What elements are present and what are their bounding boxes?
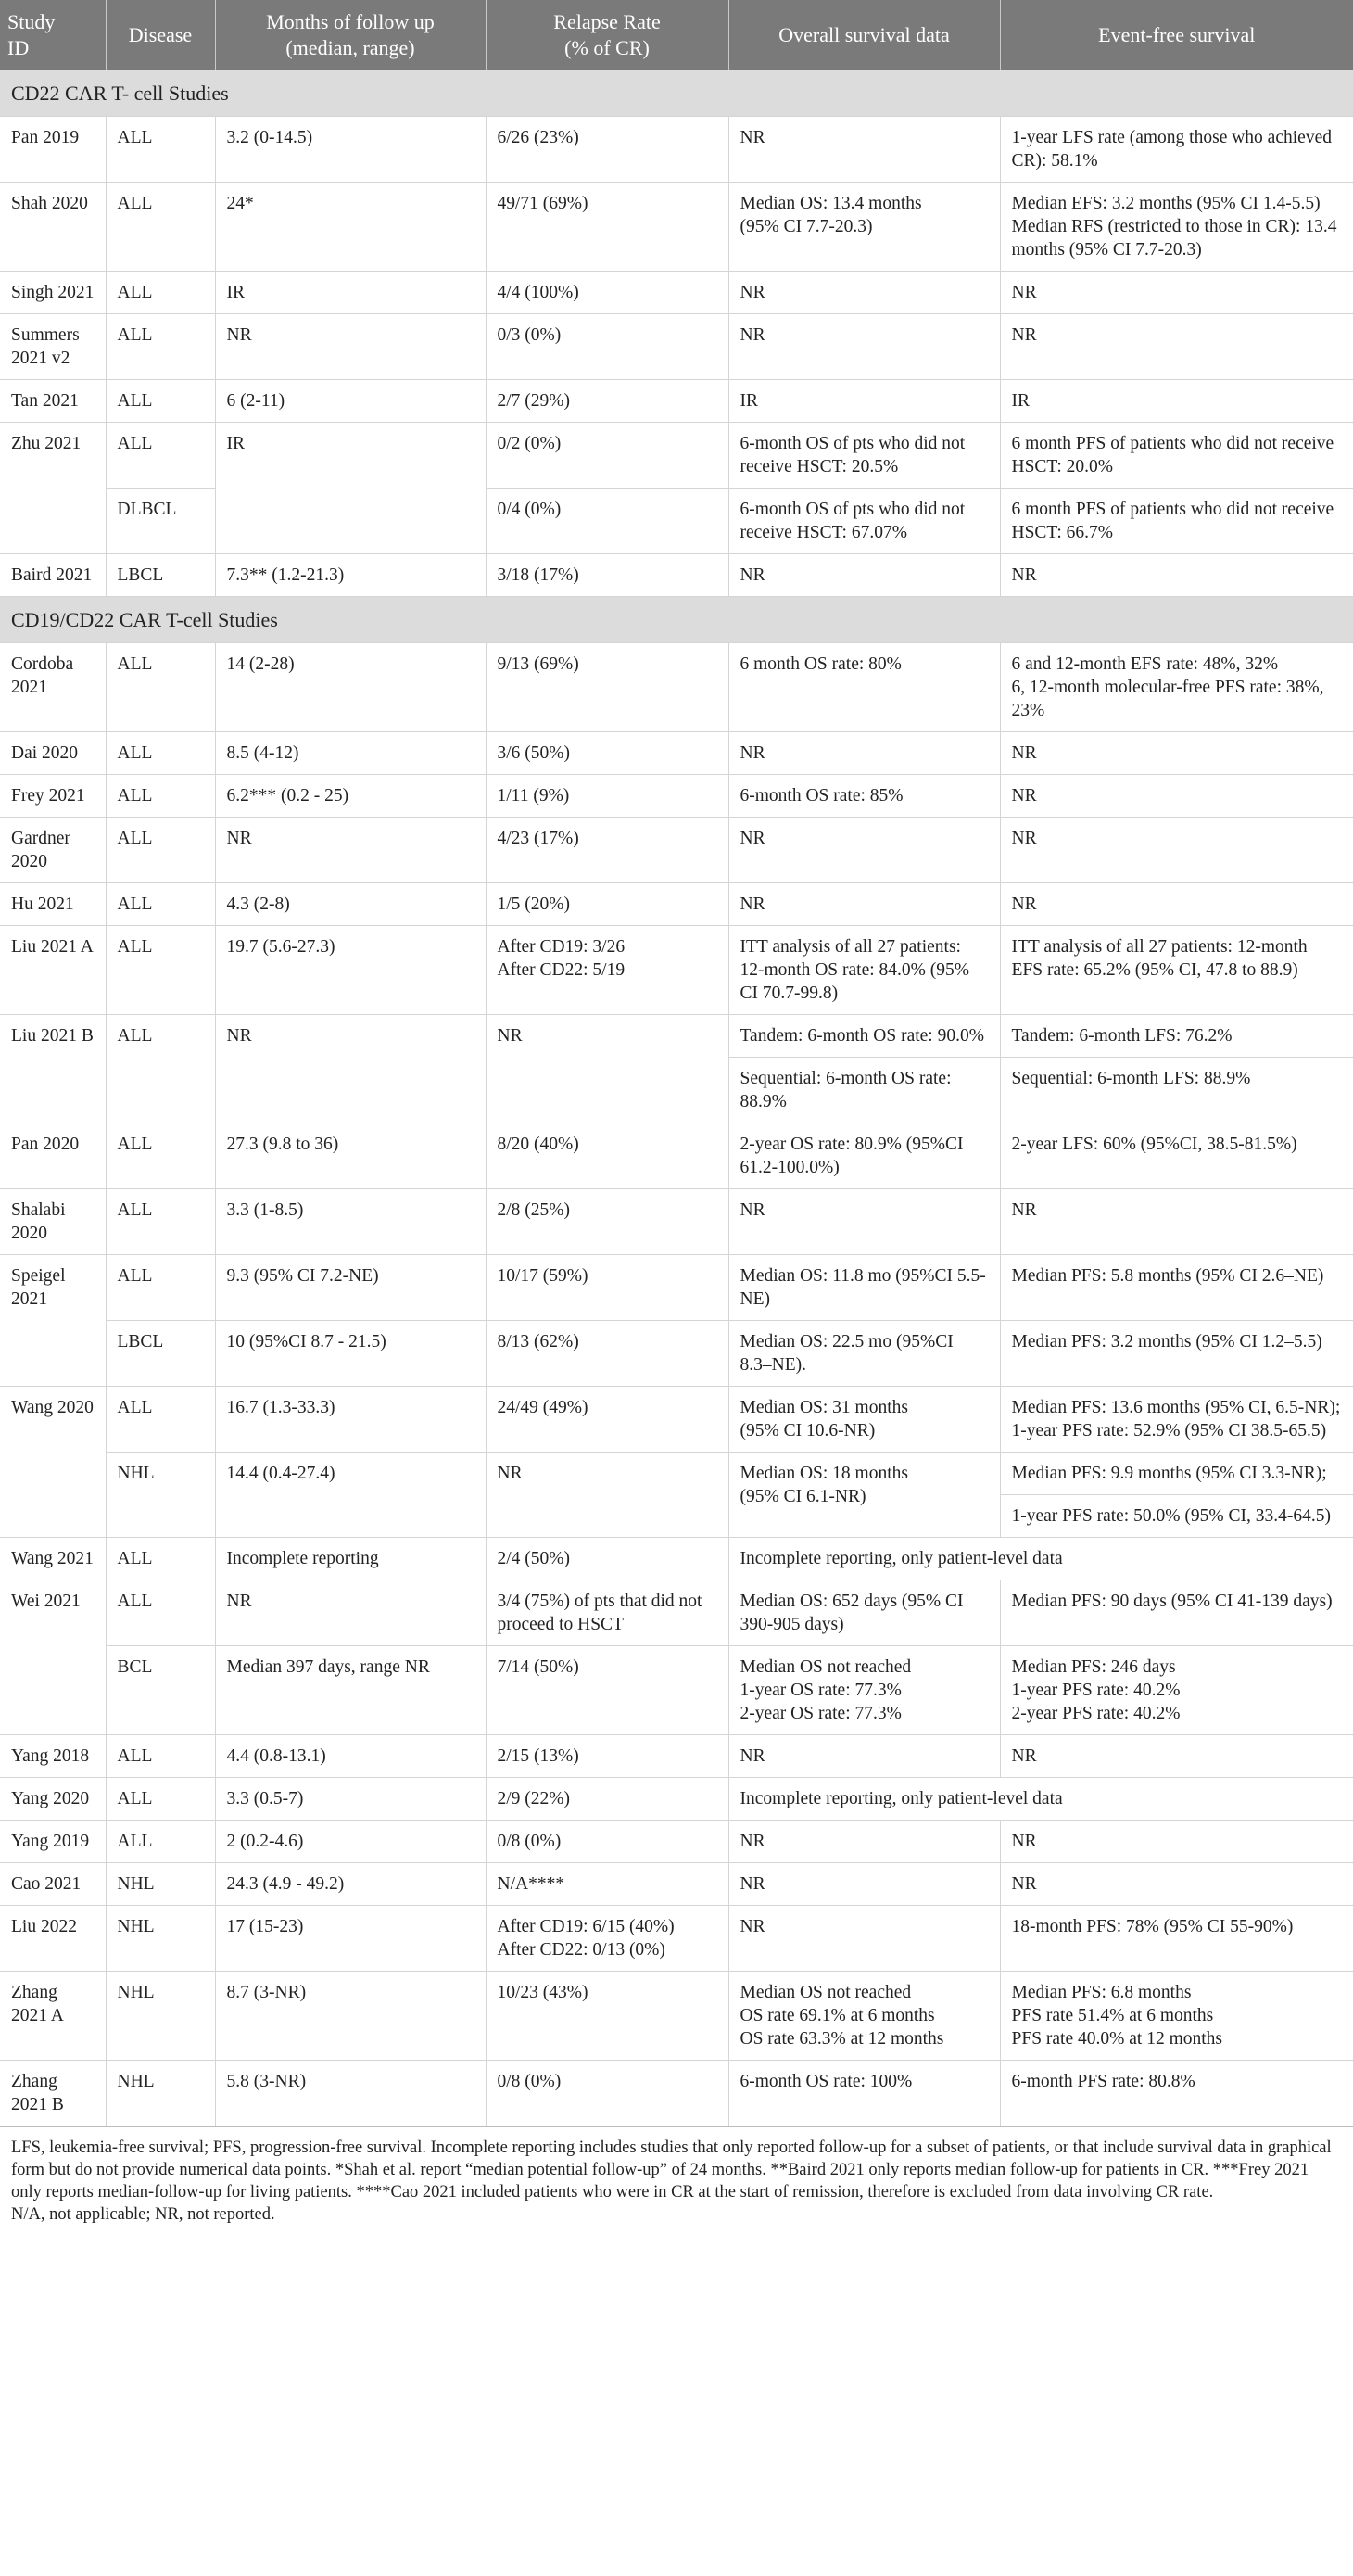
overall-survival-cell: 6-month OS rate: 85%: [728, 775, 1000, 818]
relapse-rate-cell: 0/3 (0%): [486, 314, 728, 380]
footnote-abbreviations: LFS, leukemia-free survival; PFS, progression-free survival. Incomplete reporting includes studies that only reported follow-up for a subset of patients, or that include survival data in graphical form but do not provide numerical data points. *Shah et al. report “median potential follow-up” of 24 months. **Baird 2021 only reports median follow-up for patients in CR. ***Frey 2021 only reports median-follow-up for living patients. ****Cao 2021 included patients who were in CR at the start of remission, therefore is excluded from data involving CR rate.: [11, 2138, 1332, 2202]
table-row: [0, 1015, 1353, 1058]
overall-survival-cell: 6-month OS rate: 100%: [728, 2061, 1000, 2126]
table-row: [0, 1778, 1353, 1821]
follow-up-cell: NR: [215, 314, 486, 380]
overall-survival-cell: NR: [728, 1735, 1000, 1778]
table-row: [0, 183, 1353, 272]
event-free-survival-cell: 2-year LFS: 60% (95%CI, 38.5-81.5%): [1000, 1123, 1353, 1189]
disease-cell: ALL: [106, 1538, 215, 1580]
relapse-rate-cell: 2/15 (13%): [486, 1735, 728, 1778]
relapse-rate-cell: 3/4 (75%) of pts that did not proceed to HSCT: [486, 1580, 728, 1646]
disease-cell: ALL: [106, 423, 215, 489]
table-header: [0, 0, 1353, 70]
follow-up-cell: 3.2 (0-14.5): [215, 117, 486, 183]
disease-cell: DLBCL: [106, 489, 215, 554]
follow-up-cell: 14 (2-28): [215, 643, 486, 732]
table-row: [0, 1453, 1353, 1495]
disease-cell: ALL: [106, 1015, 215, 1123]
event-free-survival-cell: 6-month PFS rate: 80.8%: [1000, 2061, 1353, 2126]
disease-cell: ALL: [106, 775, 215, 818]
overall-survival-cell: NR: [728, 314, 1000, 380]
follow-up-cell: Incomplete reporting: [215, 1538, 486, 1580]
disease-cell: ALL: [106, 314, 215, 380]
overall-survival-cell: NR: [728, 272, 1000, 314]
relapse-rate-cell: 4/23 (17%): [486, 818, 728, 883]
overall-survival-cell: NR: [728, 117, 1000, 183]
follow-up-cell: 8.5 (4-12): [215, 732, 486, 775]
table-row: [0, 1123, 1353, 1189]
section-title: CD19/CD22 CAR T-cell Studies: [0, 597, 1353, 643]
table-row: [0, 1580, 1353, 1646]
disease-cell: ALL: [106, 1255, 215, 1321]
relapse-rate-cell: N/A****: [486, 1863, 728, 1906]
event-free-survival-cell: Median PFS: 3.2 months (95% CI 1.2–5.5): [1000, 1321, 1353, 1387]
overall-survival-cell: Median OS: 22.5 mo (95%CI 8.3–NE).: [728, 1321, 1000, 1387]
table-row: [0, 1255, 1353, 1321]
follow-up-cell: 3.3 (0.5-7): [215, 1778, 486, 1821]
table-row: [0, 1863, 1353, 1906]
event-free-survival-cell: NR: [1000, 554, 1353, 597]
table-row: [0, 1321, 1353, 1387]
relapse-rate-cell: 7/14 (50%): [486, 1646, 728, 1735]
study-id-cell: Hu 2021: [0, 883, 106, 926]
disease-cell: ALL: [106, 1189, 215, 1255]
table-row: [0, 1972, 1353, 2061]
disease-cell: ALL: [106, 1387, 215, 1453]
header-follow-up: Months of follow up (median, range): [215, 0, 486, 70]
follow-up-cell: Median 397 days, range NR: [215, 1646, 486, 1735]
table-row: [0, 818, 1353, 883]
study-id-cell: Shalabi 2020: [0, 1189, 106, 1255]
study-id-cell: Zhang 2021 A: [0, 1972, 106, 2061]
relapse-rate-cell: 24/49 (49%): [486, 1387, 728, 1453]
table-row: [0, 883, 1353, 926]
follow-up-cell: 3.3 (1-8.5): [215, 1189, 486, 1255]
table-body: [0, 70, 1353, 2126]
disease-cell: ALL: [106, 1821, 215, 1863]
overall-survival-cell: 6 month OS rate: 80%: [728, 643, 1000, 732]
study-id-cell: Pan 2019: [0, 117, 106, 183]
follow-up-cell: 2 (0.2-4.6): [215, 1821, 486, 1863]
overall-survival-cell: Median OS: 18 months (95% CI 6.1-NR): [728, 1453, 1000, 1538]
relapse-rate-cell: 10/17 (59%): [486, 1255, 728, 1321]
event-free-survival-cell: Median EFS: 3.2 months (95% CI 1.4-5.5) Median RFS (restricted to those in CR): 13.4 months (95% CI 7.7-20.3): [1000, 183, 1353, 272]
overall-survival-cell: NR: [728, 1863, 1000, 1906]
study-id-cell: Pan 2020: [0, 1123, 106, 1189]
disease-cell: ALL: [106, 883, 215, 926]
relapse-rate-cell: 0/8 (0%): [486, 2061, 728, 2126]
follow-up-cell: 6 (2-11): [215, 380, 486, 423]
study-id-cell: Dai 2020: [0, 732, 106, 775]
overall-survival-cell: 2-year OS rate: 80.9% (95%CI 61.2-100.0%): [728, 1123, 1000, 1189]
event-free-survival-cell: NR: [1000, 314, 1353, 380]
overall-survival-cell: Sequential: 6-month OS rate: 88.9%: [728, 1058, 1000, 1123]
disease-cell: LBCL: [106, 554, 215, 597]
follow-up-cell: 16.7 (1.3-33.3): [215, 1387, 486, 1453]
section-header: [0, 70, 1353, 117]
study-id-cell: Zhang 2021 B: [0, 2061, 106, 2126]
table-row: [0, 926, 1353, 1015]
follow-up-cell: NR: [215, 818, 486, 883]
disease-cell: ALL: [106, 380, 215, 423]
table-row: [0, 554, 1353, 597]
disease-cell: NHL: [106, 2061, 215, 2126]
follow-up-cell: 24*: [215, 183, 486, 272]
follow-up-cell: 8.7 (3-NR): [215, 1972, 486, 2061]
table-row: [0, 1189, 1353, 1255]
follow-up-cell: 4.4 (0.8-13.1): [215, 1735, 486, 1778]
table-row: [0, 423, 1353, 489]
study-id-cell: Liu 2022: [0, 1906, 106, 1972]
study-id-cell: Speigel 2021: [0, 1255, 106, 1387]
study-id-cell: Tan 2021: [0, 380, 106, 423]
event-free-survival-cell: NR: [1000, 883, 1353, 926]
follow-up-cell: IR: [215, 423, 486, 554]
overall-survival-cell: Incomplete reporting, only patient-level data: [728, 1778, 1353, 1821]
study-id-cell: Liu 2021 A: [0, 926, 106, 1015]
event-free-survival-cell: IR: [1000, 380, 1353, 423]
follow-up-cell: IR: [215, 272, 486, 314]
event-free-survival-cell: NR: [1000, 1863, 1353, 1906]
study-id-cell: Wei 2021: [0, 1580, 106, 1735]
table-row: [0, 1646, 1353, 1735]
relapse-rate-cell: 49/71 (69%): [486, 183, 728, 272]
disease-cell: BCL: [106, 1646, 215, 1735]
section-title: CD22 CAR T- cell Studies: [0, 70, 1353, 117]
disease-cell: NHL: [106, 1863, 215, 1906]
table-row: [0, 117, 1353, 183]
overall-survival-cell: NR: [728, 732, 1000, 775]
disease-cell: ALL: [106, 732, 215, 775]
relapse-rate-cell: 4/4 (100%): [486, 272, 728, 314]
event-free-survival-cell: Median PFS: 5.8 months (95% CI 2.6–NE): [1000, 1255, 1353, 1321]
table-row: [0, 1735, 1353, 1778]
study-id-cell: Yang 2020: [0, 1778, 106, 1821]
study-id-cell: Frey 2021: [0, 775, 106, 818]
relapse-rate-cell: 6/26 (23%): [486, 117, 728, 183]
study-id-cell: Wang 2021: [0, 1538, 106, 1580]
disease-cell: ALL: [106, 272, 215, 314]
overall-survival-cell: NR: [728, 1906, 1000, 1972]
relapse-rate-cell: 2/4 (50%): [486, 1538, 728, 1580]
table-row: [0, 272, 1353, 314]
footnote-na-nr: N/A, not applicable; NR, not reported.: [11, 2205, 275, 2224]
overall-survival-cell: NR: [728, 1821, 1000, 1863]
overall-survival-cell: IR: [728, 380, 1000, 423]
relapse-rate-cell: 10/23 (43%): [486, 1972, 728, 2061]
disease-cell: ALL: [106, 1123, 215, 1189]
disease-cell: NHL: [106, 1972, 215, 2061]
disease-cell: NHL: [106, 1453, 215, 1538]
relapse-rate-cell: NR: [486, 1453, 728, 1538]
table-row: [0, 643, 1353, 732]
follow-up-cell: 14.4 (0.4-27.4): [215, 1453, 486, 1538]
table-row: [0, 775, 1353, 818]
overall-survival-cell: NR: [728, 883, 1000, 926]
follow-up-cell: 5.8 (3-NR): [215, 2061, 486, 2126]
event-free-survival-cell: Median PFS: 6.8 months PFS rate 51.4% at 6 months PFS rate 40.0% at 12 months: [1000, 1972, 1353, 2061]
disease-cell: ALL: [106, 1778, 215, 1821]
table-row: [0, 314, 1353, 380]
overall-survival-cell: Median OS: 13.4 months (95% CI 7.7-20.3): [728, 183, 1000, 272]
overall-survival-cell: Tandem: 6-month OS rate: 90.0%: [728, 1015, 1000, 1058]
header-study-id: Study ID: [0, 0, 106, 70]
study-id-cell: Singh 2021: [0, 272, 106, 314]
follow-up-cell: 17 (15-23): [215, 1906, 486, 1972]
disease-cell: ALL: [106, 643, 215, 732]
event-free-survival-cell: NR: [1000, 1735, 1353, 1778]
disease-cell: ALL: [106, 818, 215, 883]
disease-cell: NHL: [106, 1906, 215, 1972]
relapse-rate-cell: 0/2 (0%): [486, 423, 728, 489]
follow-up-cell: 4.3 (2-8): [215, 883, 486, 926]
header-disease: Disease: [106, 0, 215, 70]
event-free-survival-cell: Median PFS: 9.9 months (95% CI 3.3-NR);: [1000, 1453, 1353, 1495]
overall-survival-cell: Median OS: 652 days (95% CI 390-905 days): [728, 1580, 1000, 1646]
overall-survival-cell: Incomplete reporting, only patient-level data: [728, 1538, 1353, 1580]
event-free-survival-cell: Median PFS: 13.6 months (95% CI, 6.5-NR); 1-year PFS rate: 52.9% (95% CI 38.5-65.5): [1000, 1387, 1353, 1453]
follow-up-cell: 6.2*** (0.2 - 25): [215, 775, 486, 818]
event-free-survival-cell: 1-year PFS rate: 50.0% (95% CI, 33.4-64.5): [1000, 1495, 1353, 1538]
study-id-cell: Cao 2021: [0, 1863, 106, 1906]
overall-survival-cell: 6-month OS of pts who did not receive HSCT: 20.5%: [728, 423, 1000, 489]
study-id-cell: Gardner 2020: [0, 818, 106, 883]
relapse-rate-cell: 2/7 (29%): [486, 380, 728, 423]
event-free-survival-cell: NR: [1000, 818, 1353, 883]
event-free-survival-cell: Sequential: 6-month LFS: 88.9%: [1000, 1058, 1353, 1123]
relapse-rate-cell: 0/8 (0%): [486, 1821, 728, 1863]
follow-up-cell: 7.3** (1.2-21.3): [215, 554, 486, 597]
relapse-rate-cell: 2/8 (25%): [486, 1189, 728, 1255]
table-footnotes: [0, 2126, 1353, 2226]
follow-up-cell: 9.3 (95% CI 7.2-NE): [215, 1255, 486, 1321]
table-row: [0, 1387, 1353, 1453]
disease-cell: ALL: [106, 1580, 215, 1646]
follow-up-cell: 27.3 (9.8 to 36): [215, 1123, 486, 1189]
relapse-rate-cell: 8/20 (40%): [486, 1123, 728, 1189]
overall-survival-cell: Median OS not reached 1-year OS rate: 77.3% 2-year OS rate: 77.3%: [728, 1646, 1000, 1735]
event-free-survival-cell: Median PFS: 90 days (95% CI 41-139 days): [1000, 1580, 1353, 1646]
table-row: [0, 1906, 1353, 1972]
study-id-cell: Cordoba 2021: [0, 643, 106, 732]
overall-survival-cell: Median OS not reached OS rate 69.1% at 6 months OS rate 63.3% at 12 months: [728, 1972, 1000, 2061]
disease-cell: ALL: [106, 1735, 215, 1778]
study-id-cell: Baird 2021: [0, 554, 106, 597]
table-row: [0, 489, 1353, 554]
table-row: [0, 732, 1353, 775]
relapse-rate-cell: 9/13 (69%): [486, 643, 728, 732]
follow-up-cell: 19.7 (5.6-27.3): [215, 926, 486, 1015]
table-row: [0, 1538, 1353, 1580]
overall-survival-cell: NR: [728, 554, 1000, 597]
event-free-survival-cell: 6 and 12-month EFS rate: 48%, 32% 6, 12-month molecular-free PFS rate: 38%, 23%: [1000, 643, 1353, 732]
relapse-rate-cell: After CD19: 3/26 After CD22: 5/19: [486, 926, 728, 1015]
follow-up-cell: 24.3 (4.9 - 49.2): [215, 1863, 486, 1906]
overall-survival-cell: 6-month OS of pts who did not receive HSCT: 67.07%: [728, 489, 1000, 554]
event-free-survival-cell: Median PFS: 246 days 1-year PFS rate: 40.2% 2-year PFS rate: 40.2%: [1000, 1646, 1353, 1735]
relapse-rate-cell: 1/5 (20%): [486, 883, 728, 926]
event-free-survival-cell: 18-month PFS: 78% (95% CI 55-90%): [1000, 1906, 1353, 1972]
disease-cell: ALL: [106, 117, 215, 183]
relapse-rate-cell: 3/6 (50%): [486, 732, 728, 775]
follow-up-cell: NR: [215, 1580, 486, 1646]
header-relapse-rate: Relapse Rate (% of CR): [486, 0, 728, 70]
study-id-cell: Zhu 2021: [0, 423, 106, 554]
disease-cell: ALL: [106, 926, 215, 1015]
follow-up-cell: 10 (95%CI 8.7 - 21.5): [215, 1321, 486, 1387]
relapse-rate-cell: 1/11 (9%): [486, 775, 728, 818]
overall-survival-cell: Median OS: 11.8 mo (95%CI 5.5-NE): [728, 1255, 1000, 1321]
disease-cell: ALL: [106, 183, 215, 272]
event-free-survival-cell: 6 month PFS of patients who did not receive HSCT: 66.7%: [1000, 489, 1353, 554]
event-free-survival-cell: NR: [1000, 272, 1353, 314]
study-id-cell: Shah 2020: [0, 183, 106, 272]
event-free-survival-cell: NR: [1000, 775, 1353, 818]
header-event-free-survival: Event-free survival: [1000, 0, 1353, 70]
event-free-survival-cell: 6 month PFS of patients who did not receive HSCT: 20.0%: [1000, 423, 1353, 489]
table-row: [0, 380, 1353, 423]
event-free-survival-cell: Tandem: 6-month LFS: 76.2%: [1000, 1015, 1353, 1058]
event-free-survival-cell: 1-year LFS rate (among those who achieved CR): 58.1%: [1000, 117, 1353, 183]
overall-survival-cell: ITT analysis of all 27 patients: 12-month OS rate: 84.0% (95% CI 70.7-99.8): [728, 926, 1000, 1015]
study-id-cell: Wang 2020: [0, 1387, 106, 1538]
overall-survival-cell: NR: [728, 1189, 1000, 1255]
study-id-cell: Summers 2021 v2: [0, 314, 106, 380]
relapse-rate-cell: After CD19: 6/15 (40%) After CD22: 0/13 (0%): [486, 1906, 728, 1972]
event-free-survival-cell: NR: [1000, 732, 1353, 775]
event-free-survival-cell: NR: [1000, 1821, 1353, 1863]
table-row: [0, 2061, 1353, 2126]
study-id-cell: Yang 2018: [0, 1735, 106, 1778]
event-free-survival-cell: NR: [1000, 1189, 1353, 1255]
study-id-cell: Liu 2021 B: [0, 1015, 106, 1123]
relapse-rate-cell: NR: [486, 1015, 728, 1123]
follow-up-cell: NR: [215, 1015, 486, 1123]
overall-survival-cell: Median OS: 31 months (95% CI 10.6-NR): [728, 1387, 1000, 1453]
relapse-rate-cell: 8/13 (62%): [486, 1321, 728, 1387]
relapse-rate-cell: 3/18 (17%): [486, 554, 728, 597]
disease-cell: LBCL: [106, 1321, 215, 1387]
overall-survival-cell: NR: [728, 818, 1000, 883]
study-id-cell: Yang 2019: [0, 1821, 106, 1863]
header-overall-survival: Overall survival data: [728, 0, 1000, 70]
section-header: [0, 597, 1353, 643]
event-free-survival-cell: ITT analysis of all 27 patients: 12-month EFS rate: 65.2% (95% CI, 47.8 to 88.9): [1000, 926, 1353, 1015]
relapse-rate-cell: 2/9 (22%): [486, 1778, 728, 1821]
relapse-rate-cell: 0/4 (0%): [486, 489, 728, 554]
table-row: [0, 1821, 1353, 1863]
